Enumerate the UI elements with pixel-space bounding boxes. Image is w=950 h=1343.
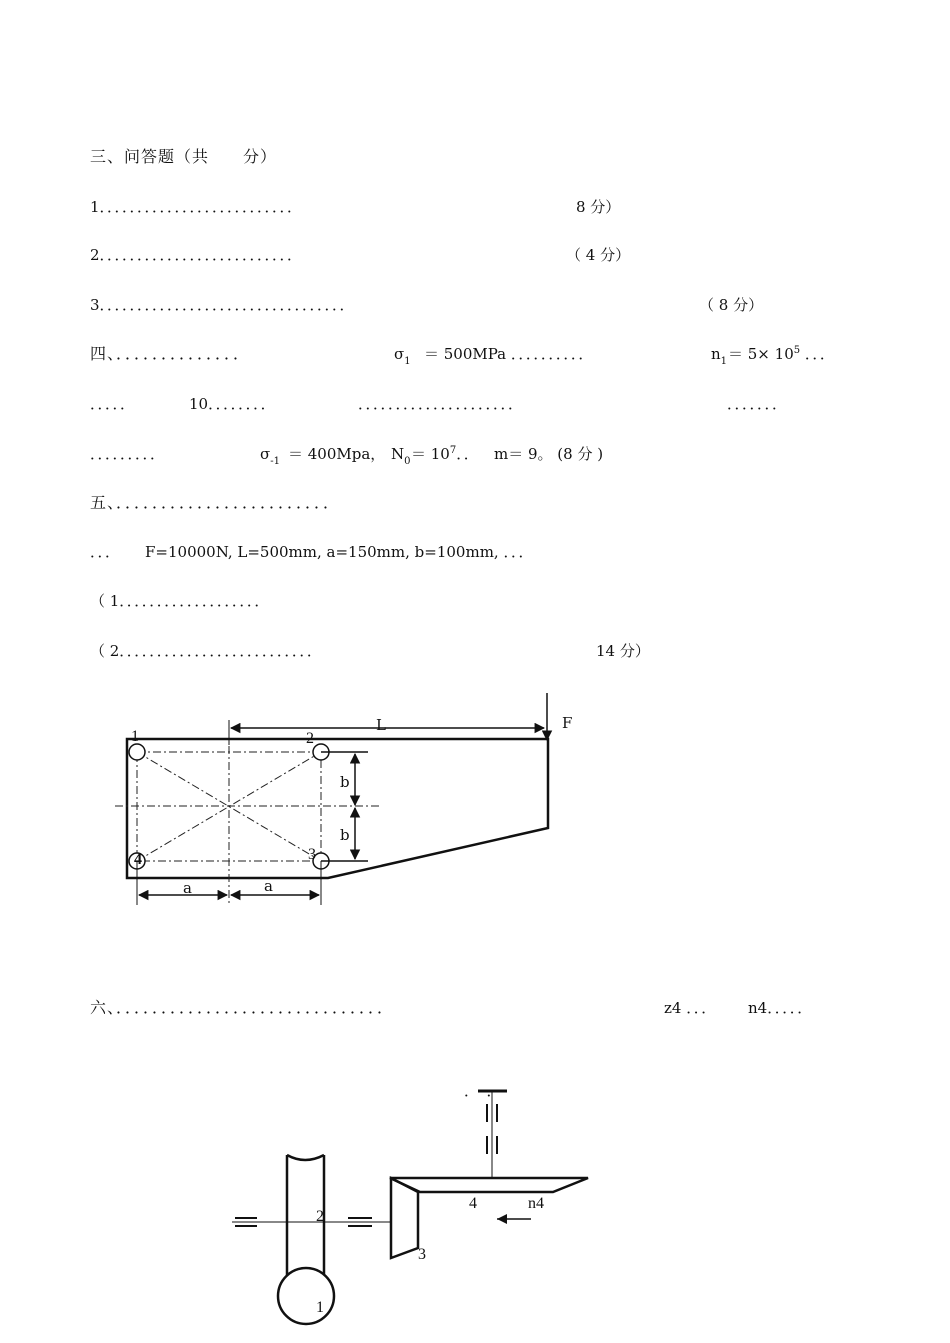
gear-1-label: 1 xyxy=(316,1299,324,1316)
section4-line1-end: ＝ $5\times 10^5$ ．．． xyxy=(728,345,835,363)
section4-line2-b: 10．．．．．．．． xyxy=(189,395,276,413)
bevel-gear-4 xyxy=(390,1178,588,1192)
section4-line2-a: ．．．．． xyxy=(90,395,136,413)
a-left-label: a xyxy=(183,879,192,897)
section4-line3-e: m＝ 9。 (8 分 ) xyxy=(494,445,604,463)
top-label: ． ． xyxy=(464,1082,502,1100)
question-2-score: （ 4 分） xyxy=(566,246,631,264)
section4-line3-b: ＝ 400Mpa， xyxy=(288,445,386,463)
section6-title: 六、．．．．．．．．．．．．．．．．．．．．．．．．．．．．．． xyxy=(90,998,395,1017)
gear-2-label: 2 xyxy=(316,1208,324,1225)
section5-given-values: F=10000N, L=500mm, a=150mm, b=100mm, ．．． xyxy=(145,543,534,561)
question-1-text: 1．．．．．．．．．．．．．．．．．．．．．．．．．． xyxy=(90,198,303,216)
section4-line2-d: ．．．．．．． xyxy=(727,395,788,413)
section5-given-label: ．．． xyxy=(90,543,121,561)
section5-title: 五、．．．．．．．．．．．．．．．．．．．．．．．． xyxy=(90,493,341,512)
section6-z4: z4 ．．． xyxy=(664,999,717,1017)
bolt-1-label: 1 xyxy=(131,728,139,745)
worm-gear-1 xyxy=(278,1268,334,1324)
n1-symbol: $n_1$ xyxy=(711,345,728,367)
b-bottom-label: b xyxy=(340,826,350,844)
section4-line2-c: ．．．．．．．．．．．．．．．．．．．．． xyxy=(358,395,524,413)
bolt-4-label: 4 xyxy=(134,851,142,868)
section5-part2-score: 14 分） xyxy=(596,642,650,660)
section5-part1: （ 1．．．．．．．．．．．．．．．．．．． xyxy=(90,592,270,610)
L-label: L xyxy=(376,716,386,734)
n4-label: n4 xyxy=(528,1195,544,1212)
gear-4-label: 4 xyxy=(469,1195,477,1212)
bevel-gear-3 xyxy=(391,1178,418,1258)
question-1-score: 8 分） xyxy=(576,198,621,216)
section6-n4: n4．．．．． xyxy=(748,999,813,1017)
sigma1-symbol: $\sigma_1$ xyxy=(394,345,411,367)
F-label: F xyxy=(562,714,573,732)
section4-line3-c: ＝ $10^7$．． xyxy=(411,445,479,463)
b-top-label: b xyxy=(340,773,350,791)
n0-symbol: $N_0$ xyxy=(391,445,411,467)
section4-line1-mid: ＝ 500MPa ．．．．．．．．．． xyxy=(424,345,594,363)
section5-part2: （ 2．．．．．．．．．．．．．．．．．．．．．．．．．． xyxy=(90,642,322,660)
question-2-text: 2．．．．．．．．．．．．．．．．．．．．．．．．．． xyxy=(90,246,303,264)
gear-3-label: 3 xyxy=(418,1246,426,1263)
question-3-text: 3．．．．．．．．．．．．．．．．．．．．．．．．．．．．．．．．． xyxy=(90,296,355,314)
section3-title: 三、问答题（共 分） xyxy=(90,147,278,166)
bolt-3-label: 3 xyxy=(308,846,316,863)
bolt-2-label: 2 xyxy=(306,730,314,747)
question-3-score: （ 8 分） xyxy=(699,296,764,314)
section4-line1-start: 四、．．．．．．．．．．．．．． xyxy=(90,344,251,363)
sigma-minus1-symbol: $\sigma_{-1}$ xyxy=(260,445,280,467)
section4-line3-a: ．．．．．．．．． xyxy=(90,445,166,463)
a-right-label: a xyxy=(264,877,273,895)
